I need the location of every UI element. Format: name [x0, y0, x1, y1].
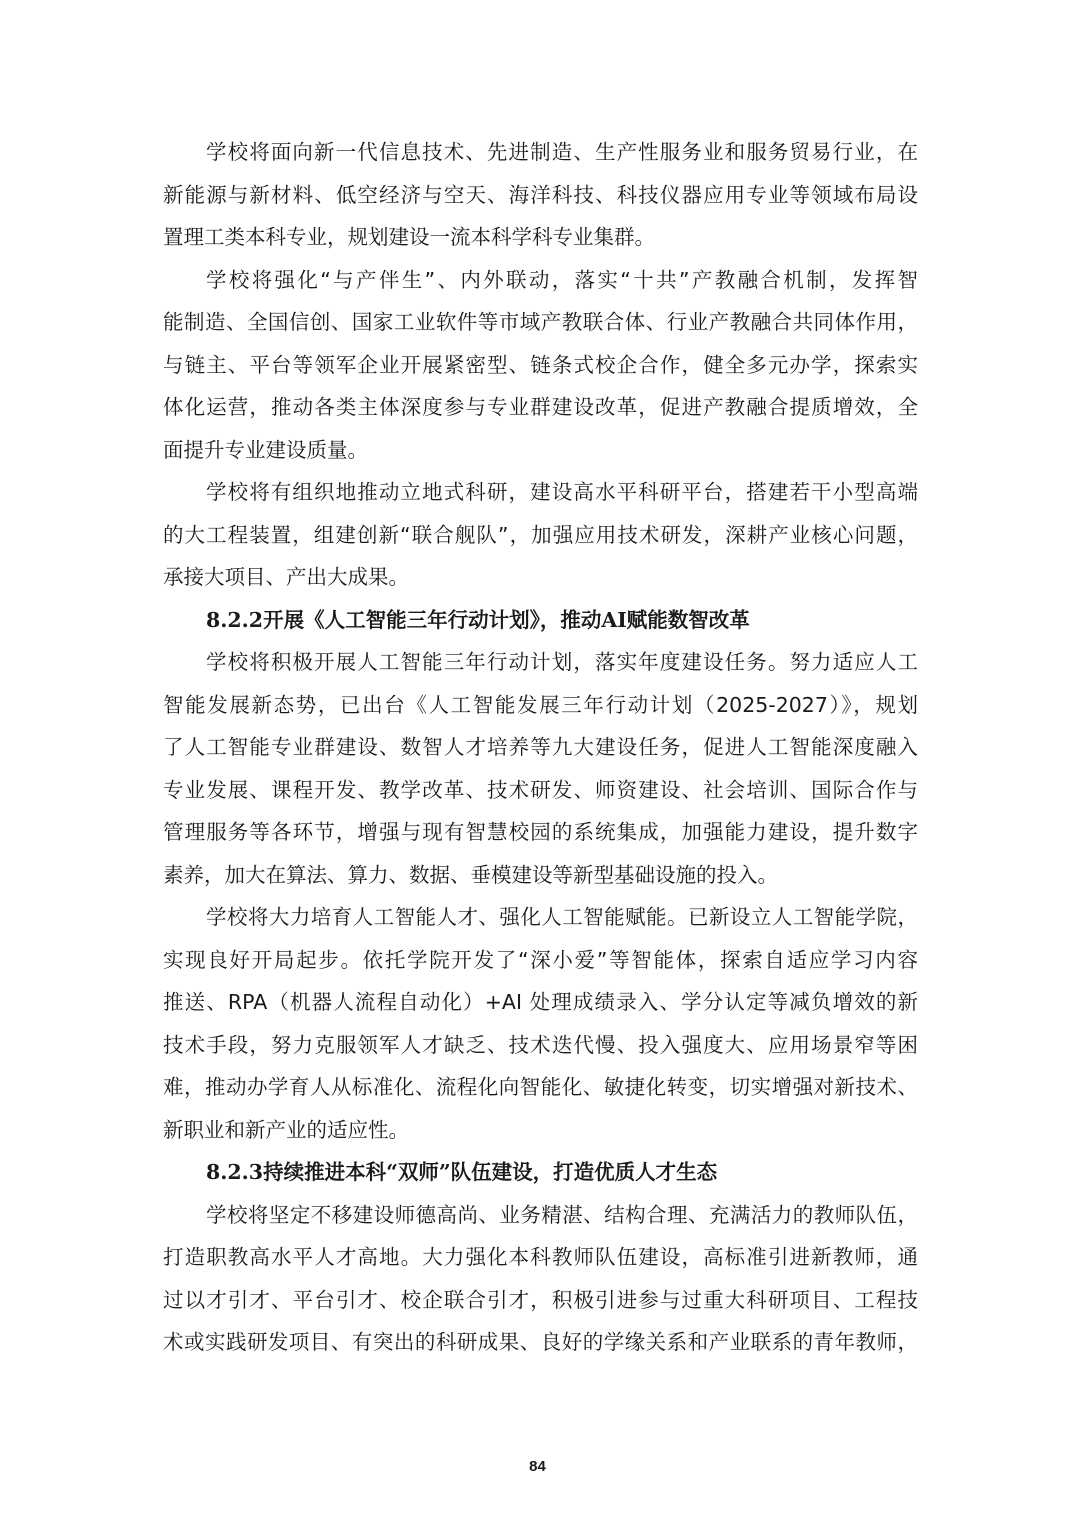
document-body	[163, 131, 918, 1364]
text-line: 的大工程装置，组建创新“联合舰队”，加强应用技术研发，深耕产业核心问题，	[163, 522, 918, 547]
text-line: 能制造、全国信创、国家工业软件等市域产教联合体、行业产教融合共同体作用，	[163, 310, 918, 334]
text-line: 与链主、平台等领军企业开展紧密型、链条式校企合作，健全多元办学，探索实	[163, 352, 918, 377]
section-heading	[163, 1151, 918, 1194]
text-line: 难，推动办学育人从标准化、流程化向智能化、敏捷化转变，切实增强对新技术、	[163, 1075, 918, 1099]
text-line: 体化运营，推动各类主体深度参与专业群建设改革，促进产教融合提质增效，全	[163, 395, 918, 419]
paragraph	[163, 641, 918, 896]
section-heading	[163, 599, 918, 642]
text-line: 智能发展新态势，已出台《人工智能发展三年行动计划（2025-2027）》，规划	[163, 692, 918, 717]
paragraph	[163, 471, 918, 599]
text-line: 新能源与新材料、低空经济与空天、海洋科技、科技仪器应用专业等领域布局设	[163, 182, 918, 207]
text-line: 面提升专业建设质量。	[163, 437, 368, 462]
text-line: 学校将面向新一代信息技术、先进制造、生产性服务业和服务贸易行业，在	[206, 140, 918, 164]
text-line: 实现良好开局起步。依托学院开发了“深小爱”等智能体，探索自适应学习内容	[163, 947, 918, 972]
text-line: 术或实践研发项目、有突出的科研成果、良好的学缘关系和产业联系的青年教师，	[163, 1330, 918, 1354]
paragraph	[163, 131, 918, 259]
text-line: 技术手段，努力克服领军人才缺乏、技术迭代慢、投入强度大、应用场景窄等困	[163, 1032, 918, 1057]
text-line: 推送、RPA（机器人流程自动化）+AI 处理成绩录入、学分认定等减负增效的新	[163, 990, 918, 1014]
paragraph	[163, 259, 918, 472]
paragraph	[163, 896, 918, 1151]
text-line: 学校将有组织地推动立地式科研，建设高水平科研平台，搭建若干小型高端	[206, 480, 918, 504]
text-line: 学校将强化“与产伴生”、内外联动，落实“十共”产教融合机制，发挥智	[206, 267, 918, 292]
paragraph	[163, 1194, 918, 1364]
text-line: 管理服务等各环节，增强与现有智慧校园的系统集成，加强能力建设，提升数字	[163, 820, 918, 844]
text-line: 置理工类本科专业，规划建设一流本科学科专业集群。	[163, 225, 655, 249]
text-line: 新职业和新产业的适应性。	[163, 1117, 409, 1142]
text-line: 素养，加大在算法、算力、数据、垂模建设等新型基础设施的投入。	[163, 862, 778, 887]
text-line: 打造职教高水平人才高地。大力强化本科教师队伍建设，高标准引进新教师，通	[163, 1245, 918, 1269]
text-line: 了人工智能专业群建设、数智人才培养等九大建设任务，促进人工智能深度融入	[163, 735, 918, 759]
text-line: 学校将大力培育人工智能人才、强化人工智能赋能。已新设立人工智能学院，	[206, 905, 918, 929]
text-line: 学校将积极开展人工智能三年行动计划，落实年度建设任务。努力适应人工	[206, 650, 918, 674]
page-number: 84	[529, 1458, 546, 1475]
text-line: 过以才引才、平台引才、校企联合引才，积极引进参与过重大科研项目、工程技	[163, 1287, 918, 1312]
text-line: 学校将坚定不移建设师德高尚、业务精湛、结构合理、充满活力的教师队伍，	[206, 1202, 918, 1227]
text-line: 承接大项目、产出大成果。	[163, 565, 409, 589]
text-line: 8.2.2开展《人工智能三年行动计划》，推动AI赋能数智改革	[206, 607, 750, 632]
text-line: 8.2.3持续推进本科“双师”队伍建设，打造优质人才生态	[206, 1160, 718, 1184]
text-line: 专业发展、课程开发、教学改革、技术研发、师资建设、社会培训、国际合作与	[163, 777, 918, 802]
